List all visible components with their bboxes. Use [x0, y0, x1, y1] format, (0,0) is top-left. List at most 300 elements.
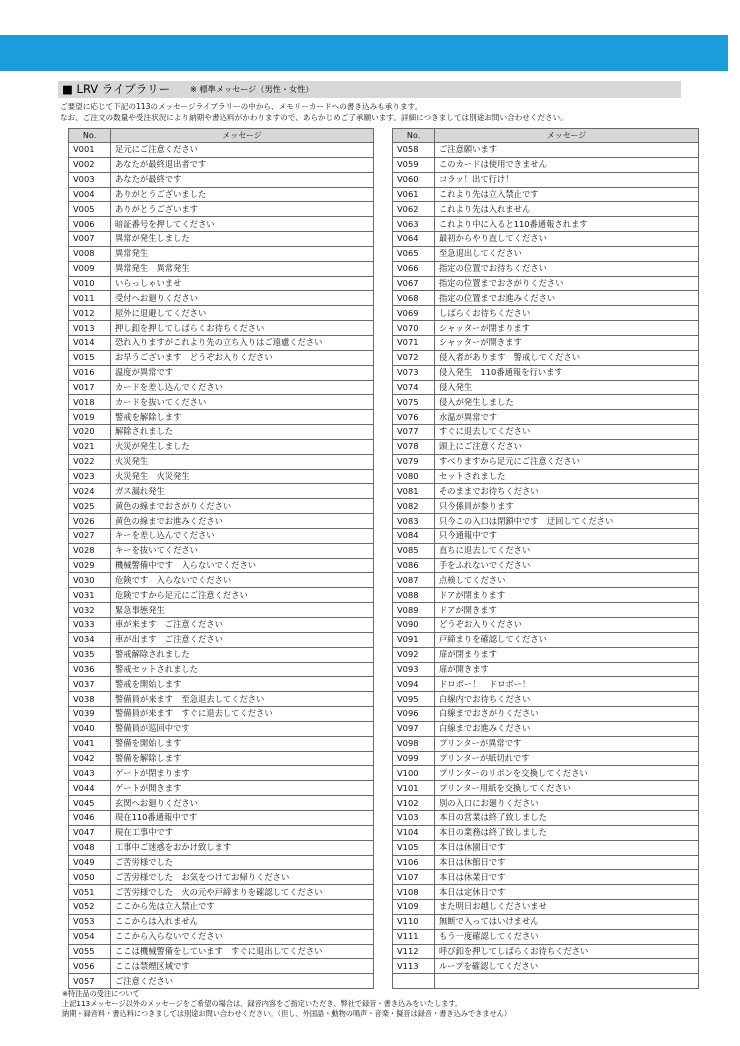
message-text: 只今通報中です: [435, 528, 699, 543]
message-text: あなたが最終です: [111, 172, 374, 187]
message-text: 押し釦を押してしばらくお待ちください: [111, 321, 374, 336]
message-number: V079: [393, 454, 435, 469]
message-number: V021: [69, 439, 111, 454]
message-text: ドアが開きます: [435, 603, 699, 618]
message-text: 本日の営業は終了致しました: [435, 810, 699, 825]
table-row: [69, 484, 374, 499]
message-text: 警備員が巡回中です: [111, 721, 374, 736]
message-text: 警戒セットされました: [111, 662, 374, 677]
message-text: 別の入口にお廻りください: [435, 796, 699, 811]
message-number: V055: [69, 944, 111, 959]
column-header-no: No.: [393, 129, 435, 143]
column-header-message: メッセージ: [111, 129, 374, 143]
message-text: 指定の位置までお進みください: [435, 291, 699, 306]
message-number: V036: [69, 662, 111, 677]
message-text: 指定の位置までおさがりください: [435, 276, 699, 291]
message-number: V071: [393, 335, 435, 350]
message-number: V082: [393, 499, 435, 514]
table-row: [393, 335, 699, 350]
message-number: V076: [393, 410, 435, 425]
table-row: [393, 172, 699, 187]
table-row: [69, 751, 374, 766]
table-row: [69, 291, 374, 306]
message-number: V105: [393, 840, 435, 855]
column-header-message: メッセージ: [435, 129, 699, 143]
message-number: V020: [69, 425, 111, 440]
message-text: そのままでお待ちください: [435, 484, 699, 499]
message-number: V009: [69, 261, 111, 276]
message-text: ご注意願います: [435, 143, 699, 158]
message-text: ループを確認してください: [435, 959, 699, 974]
table-row: [393, 944, 699, 959]
message-number: V060: [393, 172, 435, 187]
table-row: [69, 959, 374, 974]
message-text: [435, 974, 699, 989]
message-text: 受付へお廻りください: [111, 291, 374, 306]
message-text: 扉が閉まります: [435, 647, 699, 662]
message-text: 警備員が来ます すぐに退去してください: [111, 707, 374, 722]
message-text: 温度が異常です: [111, 365, 374, 380]
message-text: 本日の業務は終了致しました: [435, 825, 699, 840]
message-text: 危険です 入らないでください: [111, 573, 374, 588]
table-row: [393, 543, 699, 558]
table-row: [393, 603, 699, 618]
table-row: [69, 261, 374, 276]
message-text: コラッ！出て行け！: [435, 172, 699, 187]
message-number: V086: [393, 558, 435, 573]
table-row: [69, 276, 374, 291]
message-text: 現在110番通報中です: [111, 810, 374, 825]
message-number: V097: [393, 721, 435, 736]
message-number: V049: [69, 855, 111, 870]
message-table-right: [392, 128, 699, 989]
table-row: [393, 573, 699, 588]
table-row: [393, 588, 699, 603]
message-text: キーを抜いてください: [111, 543, 374, 558]
message-text: ドロボー！ ドロボー！: [435, 677, 699, 692]
message-number: V001: [69, 143, 111, 158]
table-row: [69, 469, 374, 484]
message-text: 扉が開きます: [435, 662, 699, 677]
message-number: V077: [393, 425, 435, 440]
message-number: V084: [393, 528, 435, 543]
table-row: [393, 291, 699, 306]
message-text: ご注意ください: [111, 974, 374, 989]
message-text: シャッターが開きます: [435, 335, 699, 350]
table-row: [393, 261, 699, 276]
message-text: 水温が異常です: [435, 410, 699, 425]
message-text: 警備員が来ます 至急退去してください: [111, 692, 374, 707]
table-row: [393, 855, 699, 870]
message-number: V099: [393, 751, 435, 766]
table-row: [69, 528, 374, 543]
table-row: [69, 736, 374, 751]
table-row: [393, 840, 699, 855]
message-text: 点検してください: [435, 573, 699, 588]
intro-line-1: ご要望に応じて下記の113のメッセージライブラリーの中から、メモリーカードへの書き込みも承ります。: [60, 102, 423, 111]
message-text: ありがとうございます: [111, 202, 374, 217]
message-text: 異常が発生しました: [111, 232, 374, 247]
message-number: V075: [393, 395, 435, 410]
message-number: V014: [69, 335, 111, 350]
table-row: [393, 514, 699, 529]
message-text: ゲートが開きます: [111, 781, 374, 796]
message-number: V070: [393, 321, 435, 336]
message-table-left: [68, 128, 374, 989]
message-number: V033: [69, 618, 111, 633]
message-number: V073: [393, 365, 435, 380]
table-row: [69, 618, 374, 633]
message-text: 只今この入口は閉鎖中です 迂回してください: [435, 514, 699, 529]
message-number: V107: [393, 870, 435, 885]
message-text: セットされました: [435, 469, 699, 484]
table-row: [69, 647, 374, 662]
section-subtitle: ※ 標準メッセージ（男性・女性）: [190, 84, 314, 94]
table-row: [69, 588, 374, 603]
table-row: [393, 885, 699, 900]
message-number: V022: [69, 454, 111, 469]
message-number: V108: [393, 885, 435, 900]
message-number: V035: [69, 647, 111, 662]
message-number: V044: [69, 781, 111, 796]
message-text: 黄色の線までおさがりください: [111, 499, 374, 514]
message-number: V058: [393, 143, 435, 158]
table-row: [69, 365, 374, 380]
message-number: V043: [69, 766, 111, 781]
table-row: [393, 751, 699, 766]
message-number: V029: [69, 558, 111, 573]
message-text: ゲートが閉まります: [111, 766, 374, 781]
message-text: このカードは使用できません: [435, 157, 699, 172]
message-text: すぐに退去してください: [435, 425, 699, 440]
message-text: 現在工事中です: [111, 825, 374, 840]
message-number: V067: [393, 276, 435, 291]
message-number: V032: [69, 603, 111, 618]
message-number: V026: [69, 514, 111, 529]
table-row: [69, 855, 374, 870]
message-number: V080: [393, 469, 435, 484]
table-row: [69, 974, 374, 989]
message-number: V038: [69, 692, 111, 707]
message-text: 侵入が発生しました: [435, 395, 699, 410]
table-row: [69, 439, 374, 454]
message-text: いらっしゃいませ: [111, 276, 374, 291]
message-text: ドアが閉まります: [435, 588, 699, 603]
message-number: V047: [69, 825, 111, 840]
message-number: V062: [393, 202, 435, 217]
message-number: V095: [393, 692, 435, 707]
message-text: 火災発生 火災発生: [111, 469, 374, 484]
message-text: 異常発生: [111, 246, 374, 261]
message-text: 警戒を開始します: [111, 677, 374, 692]
message-text: 頭上にご注意ください: [435, 439, 699, 454]
message-text: 火災発生: [111, 454, 374, 469]
message-text: もう一度確認してください: [435, 929, 699, 944]
message-text: 機械警備中です 入らないでください: [111, 558, 374, 573]
message-text: ご苦労様でした 火の元や戸締まりを確認してください: [111, 885, 374, 900]
message-text: しばらくお待ちください: [435, 306, 699, 321]
message-text: 至急退出してください: [435, 246, 699, 261]
message-number: V052: [69, 900, 111, 915]
message-number: V091: [393, 632, 435, 647]
message-text: 異常発生 異常発生: [111, 261, 374, 276]
message-number: V090: [393, 618, 435, 633]
message-text: 本日は定休日です: [435, 885, 699, 900]
top-banner: [0, 35, 728, 71]
message-number: V054: [69, 929, 111, 944]
table-row: [69, 321, 374, 336]
table-row: [69, 840, 374, 855]
message-number: V103: [393, 810, 435, 825]
table-row: [393, 870, 699, 885]
table-row: [393, 766, 699, 781]
table-row: [393, 425, 699, 440]
message-number: V100: [393, 766, 435, 781]
message-text: 本日は休業日です: [435, 870, 699, 885]
message-number: V069: [393, 306, 435, 321]
message-number: V034: [69, 632, 111, 647]
message-text: これより先は入れません: [435, 202, 699, 217]
message-text: 白線までお進みください: [435, 721, 699, 736]
table-row: [393, 974, 699, 989]
table-row: [69, 707, 374, 722]
message-text: お早うございます どうぞお入りください: [111, 350, 374, 365]
message-number: V113: [393, 959, 435, 974]
table-row: [69, 944, 374, 959]
table-row: [69, 558, 374, 573]
message-number: V072: [393, 350, 435, 365]
message-text: 足元にご注意ください: [111, 143, 374, 158]
message-number: V104: [393, 825, 435, 840]
message-text: ここから先は立入禁止です: [111, 900, 374, 915]
message-text: 呼び釦を押してしばらくお待ちください: [435, 944, 699, 959]
message-number: V098: [393, 736, 435, 751]
message-text: キーを差し込んでください: [111, 528, 374, 543]
message-number: V110: [393, 914, 435, 929]
table-row: [393, 721, 699, 736]
message-text: ここから入らないでください: [111, 929, 374, 944]
message-text: 指定の位置でお待ちください: [435, 261, 699, 276]
table-row: [69, 157, 374, 172]
message-number: V042: [69, 751, 111, 766]
table-row: [393, 959, 699, 974]
table-row: [393, 232, 699, 247]
message-text: どうぞお入りください: [435, 618, 699, 633]
table-row: [69, 454, 374, 469]
message-number: V017: [69, 380, 111, 395]
table-row: [393, 306, 699, 321]
message-text: ありがとうございました: [111, 187, 374, 202]
message-text: プリンターが異常です: [435, 736, 699, 751]
message-text: 警戒を解除します: [111, 410, 374, 425]
table-row: [69, 662, 374, 677]
table-row: [393, 618, 699, 633]
column-header-no: No.: [69, 129, 111, 143]
table-row: [393, 662, 699, 677]
message-text: プリンター用紙を交換してください: [435, 781, 699, 796]
message-text: これより中に入ると110番通報されます: [435, 217, 699, 232]
message-number: V051: [69, 885, 111, 900]
table-row: [393, 825, 699, 840]
table-row: [69, 929, 374, 944]
table-row: [69, 573, 374, 588]
message-number: V053: [69, 914, 111, 929]
message-text: シャッターが閉まります: [435, 321, 699, 336]
table-row: [69, 410, 374, 425]
table-row: [69, 172, 374, 187]
table-row: [69, 900, 374, 915]
message-number: V023: [69, 469, 111, 484]
table-row: [69, 202, 374, 217]
section-title-text: LRV ライブラリー: [76, 82, 171, 96]
message-text: 工事中ご迷惑をおかけ致します: [111, 840, 374, 855]
table-row: [69, 810, 374, 825]
message-text: 屋外に退避してください: [111, 306, 374, 321]
table-row: [69, 335, 374, 350]
table-row: [69, 187, 374, 202]
message-number: V057: [69, 974, 111, 989]
message-text: 火災が発生しました: [111, 439, 374, 454]
table-header-row: [393, 129, 699, 143]
table-row: [69, 766, 374, 781]
message-number: V048: [69, 840, 111, 855]
message-text: 玄関へお廻りください: [111, 796, 374, 811]
message-text: ご苦労様でした: [111, 855, 374, 870]
table-row: [393, 781, 699, 796]
message-number: V015: [69, 350, 111, 365]
message-text: 本日は休館日です: [435, 855, 699, 870]
section-title: [62, 81, 170, 98]
message-number: V068: [393, 291, 435, 306]
table-row: [393, 157, 699, 172]
table-row: [69, 499, 374, 514]
message-number: V031: [69, 588, 111, 603]
table-row: [393, 246, 699, 261]
message-text: 侵入者があります 警戒してください: [435, 350, 699, 365]
footnote-line-2: 納期・録音料・書込料につきましては別途お問い合わせください。（但し、外国語・動物の鳴声・音楽・擬音は録音・書き込みできません）: [62, 1009, 512, 1018]
message-text: カードを差し込んでください: [111, 380, 374, 395]
table-row: [393, 410, 699, 425]
message-number: V041: [69, 736, 111, 751]
table-row: [393, 929, 699, 944]
table-row: [69, 721, 374, 736]
table-row: [393, 350, 699, 365]
message-text: ここは禁煙区域です: [111, 959, 374, 974]
message-number: V106: [393, 855, 435, 870]
message-text: あなたが最終退出者です: [111, 157, 374, 172]
message-text: 恐れ入りますがこれより先の立ち入りはご遠慮ください: [111, 335, 374, 350]
table-row: [69, 514, 374, 529]
message-text: 侵入発生: [435, 380, 699, 395]
table-row: [393, 143, 699, 158]
message-number: V008: [69, 246, 111, 261]
table-row: [69, 825, 374, 840]
table-row: [393, 558, 699, 573]
table-row: [69, 306, 374, 321]
message-number: V061: [393, 187, 435, 202]
message-text: カードを抜いてください: [111, 395, 374, 410]
message-number: V101: [393, 781, 435, 796]
message-text: これより先は立入禁止です: [435, 187, 699, 202]
message-number: V093: [393, 662, 435, 677]
table-row: [69, 380, 374, 395]
message-number: V006: [69, 217, 111, 232]
footnote-heading: ※特注品の受注について: [62, 989, 140, 998]
message-number: V109: [393, 900, 435, 915]
message-number: V045: [69, 796, 111, 811]
table-row: [69, 692, 374, 707]
table-row: [69, 425, 374, 440]
message-number: V112: [393, 944, 435, 959]
table-row: [393, 217, 699, 232]
table-row: [393, 692, 699, 707]
message-text: 解除されました: [111, 425, 374, 440]
table-row: [393, 677, 699, 692]
message-number: V056: [69, 959, 111, 974]
message-number: [393, 974, 435, 989]
square-bullet: ■: [62, 82, 73, 96]
table-row: [393, 365, 699, 380]
message-number: V012: [69, 306, 111, 321]
table-row: [393, 632, 699, 647]
table-row: [69, 632, 374, 647]
table-row: [393, 321, 699, 336]
table-row: [393, 647, 699, 662]
table-row: [393, 796, 699, 811]
table-row: [393, 439, 699, 454]
message-text: 最初からやり直してください: [435, 232, 699, 247]
message-number: V010: [69, 276, 111, 291]
message-text: 警備を開始します: [111, 736, 374, 751]
message-number: V037: [69, 677, 111, 692]
table-row: [393, 736, 699, 751]
message-number: V111: [393, 929, 435, 944]
message-number: V028: [69, 543, 111, 558]
message-number: V102: [393, 796, 435, 811]
message-number: V039: [69, 707, 111, 722]
message-text: 戸締まりを確認してください: [435, 632, 699, 647]
message-number: V027: [69, 528, 111, 543]
message-text: 車が来ます ご注意ください: [111, 618, 374, 633]
table-row: [69, 350, 374, 365]
message-text: 白線内でお待ちください: [435, 692, 699, 707]
message-text: ガス漏れ発生: [111, 484, 374, 499]
message-text: 本日は休園日です: [435, 840, 699, 855]
section-title-bar: [58, 81, 681, 98]
table-row: [393, 187, 699, 202]
table-row: [393, 810, 699, 825]
message-number: V019: [69, 410, 111, 425]
message-text: 直ちに退去してください: [435, 543, 699, 558]
table-row: [393, 707, 699, 722]
message-text: ご苦労様でした お気をつけてお帰りください: [111, 870, 374, 885]
message-number: V011: [69, 291, 111, 306]
message-number: V018: [69, 395, 111, 410]
table-row: [393, 454, 699, 469]
message-number: V078: [393, 439, 435, 454]
message-number: V096: [393, 707, 435, 722]
message-number: V063: [393, 217, 435, 232]
table-row: [69, 143, 374, 158]
table-row: [393, 528, 699, 543]
table-row: [69, 246, 374, 261]
table-row: [393, 395, 699, 410]
footnote-line-1: 上記113メッセージ以外のメッセージをご希望の場合は、録音内容をご指定いただき、弊社で録音・書き込みをいたします。: [62, 999, 463, 1008]
table-row: [393, 202, 699, 217]
message-number: V005: [69, 202, 111, 217]
table-row: [393, 914, 699, 929]
intro-line-2: なお、ご注文の数量や受注状況により納期や書込料がかわりますので、あらかじめご了承願います。詳細につきましては別途お問い合わせください。: [60, 113, 568, 122]
